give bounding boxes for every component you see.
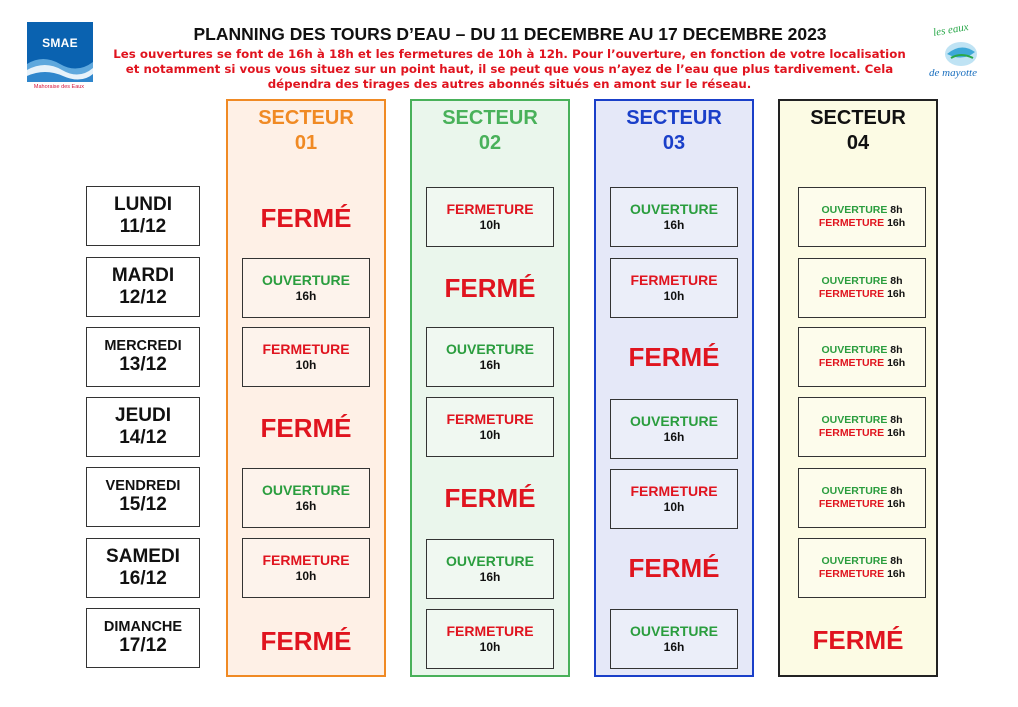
closing-label: FERMETURE	[262, 340, 350, 357]
logo-text-bottom: de mayotte	[929, 67, 977, 79]
opening-label: OUVERTURE	[821, 555, 888, 567]
closed-label: FERMÉ	[260, 625, 352, 656]
closing-label: FERMETURE	[818, 288, 885, 300]
closing-cell	[426, 609, 554, 669]
opening-label: OUVERTURE	[630, 622, 718, 639]
open-close-cell	[798, 468, 926, 528]
closing-line	[819, 427, 905, 440]
closing-cell	[426, 187, 554, 247]
time-label: 16h	[663, 640, 685, 655]
sector-label: SECTEUR	[442, 107, 538, 129]
day-date: 14/12	[119, 427, 167, 448]
opening-cell	[426, 327, 554, 387]
closed-label: FERMÉ	[628, 341, 720, 372]
opening-cell	[242, 468, 370, 528]
opening-label: OUVERTURE	[821, 414, 888, 426]
time-label: 16h	[295, 499, 317, 514]
sector-heading	[780, 106, 936, 156]
open-close-cell	[798, 327, 926, 387]
closing-label: FERMETURE	[630, 271, 718, 288]
water-drop-icon	[941, 36, 981, 68]
time-label: 16h	[887, 498, 906, 510]
time-label: 16h	[887, 217, 906, 229]
time-label: 10h	[479, 428, 501, 443]
sector-04-column	[778, 99, 938, 677]
opening-line	[821, 344, 902, 357]
time-label: 16h	[663, 430, 685, 445]
opening-label: OUVERTURE	[821, 275, 888, 287]
day-date: 17/12	[119, 635, 167, 657]
time-label: 8h	[890, 485, 903, 497]
closing-label: FERMETURE	[446, 200, 534, 217]
opening-label: OUVERTURE	[630, 412, 718, 429]
logo-text-top: les eaux	[932, 20, 970, 40]
wave-icon	[27, 52, 93, 82]
closing-cell	[426, 397, 554, 457]
day-name: MERCREDI	[104, 337, 182, 354]
time-label: 16h	[295, 289, 317, 304]
opening-label: OUVERTURE	[821, 344, 888, 356]
eaux-de-mayotte-logo	[925, 22, 995, 86]
day-date: 16/12	[119, 568, 167, 589]
sector-label: SECTEUR	[626, 107, 722, 129]
sector-03-column	[594, 99, 754, 677]
day-tuesday	[86, 257, 200, 317]
closing-cell	[242, 538, 370, 598]
closed-label: FERMÉ	[260, 202, 352, 233]
opening-label: OUVERTURE	[446, 340, 534, 357]
opening-cell	[426, 539, 554, 599]
closing-line	[819, 357, 905, 370]
closing-label: FERMETURE	[630, 482, 718, 499]
day-wednesday	[86, 327, 200, 387]
closing-label: FERMETURE	[262, 551, 350, 568]
closing-label: FERMETURE	[446, 410, 534, 427]
sector-number: 01	[294, 132, 318, 154]
day-name: MARDI	[111, 265, 175, 287]
closed-label: FERMÉ	[260, 412, 352, 443]
opening-label: OUVERTURE	[262, 271, 350, 288]
opening-label: OUVERTURE	[630, 200, 718, 217]
opening-line	[821, 555, 902, 568]
time-label: 10h	[479, 218, 501, 233]
closing-cell	[242, 327, 370, 387]
opening-line	[821, 485, 902, 498]
sector-number: 04	[846, 132, 870, 154]
open-close-cell	[798, 397, 926, 457]
sector-02-column	[410, 99, 570, 677]
smae-logo	[27, 22, 93, 82]
day-monday	[86, 186, 200, 246]
time-label: 10h	[663, 500, 685, 515]
sector-number: 02	[478, 132, 502, 154]
day-date: 13/12	[119, 354, 167, 376]
time-label: 16h	[887, 357, 906, 369]
opening-label: OUVERTURE	[821, 485, 888, 497]
day-name: SAMEDI	[106, 546, 180, 568]
sector-number: 03	[662, 132, 686, 154]
smae-logo-text: SMAE	[42, 36, 78, 50]
closed-label: FERMÉ	[812, 624, 904, 655]
opening-cell	[610, 187, 738, 247]
opening-label: OUVERTURE	[262, 481, 350, 498]
day-thursday	[86, 397, 200, 457]
day-date: 12/12	[119, 287, 167, 308]
day-saturday	[86, 538, 200, 598]
sector-heading	[412, 106, 568, 156]
closing-line	[819, 217, 905, 230]
closing-label: FERMETURE	[818, 217, 885, 229]
day-name: JEUDI	[115, 405, 171, 427]
time-label: 16h	[887, 288, 906, 300]
opening-label: OUVERTURE	[446, 552, 534, 569]
opening-line	[821, 204, 902, 217]
time-label: 16h	[887, 427, 906, 439]
time-label: 16h	[663, 218, 685, 233]
closing-label: FERMETURE	[818, 427, 885, 439]
day-date: 15/12	[119, 494, 167, 516]
closed-label: FERMÉ	[628, 552, 720, 583]
open-close-cell	[798, 258, 926, 318]
sector-heading	[596, 106, 752, 156]
closed-label: FERMÉ	[444, 272, 536, 303]
sector-label: SECTEUR	[810, 107, 906, 129]
closed-label: FERMÉ	[444, 482, 536, 513]
time-label: 8h	[890, 555, 903, 567]
opening-line	[821, 414, 902, 427]
day-sunday	[86, 608, 200, 668]
closing-label: FERMETURE	[446, 622, 534, 639]
opening-cell	[242, 258, 370, 318]
time-label: 16h	[479, 570, 501, 585]
day-name: LUNDI	[113, 194, 173, 216]
day-friday	[86, 467, 200, 527]
time-label: 10h	[295, 358, 317, 373]
page-title: PLANNING DES TOURS D’EAU – DU 11 DECEMBRE AU 17 DECEMBRE 2023	[193, 24, 827, 44]
opening-label: OUVERTURE	[821, 204, 888, 216]
day-name: DIMANCHE	[103, 618, 183, 635]
opening-cell	[610, 399, 738, 459]
time-label: 10h	[479, 640, 501, 655]
closing-cell	[610, 258, 738, 318]
time-label: 10h	[663, 289, 685, 304]
page-subtitle: Les ouvertures se font de 16h à 18h et les fermetures de 10h à 12h. Pour l’ouverture, en fonction de votre localisation et notamment si vous vous situez sur un point haut, il se peut que vous n’ayez de l’eau que plus tardivement. Cela dépendra des tirages des autres abonnés situés en amont sur le réseau.	[113, 47, 906, 91]
closing-label: FERMETURE	[818, 498, 885, 510]
time-label: 8h	[890, 204, 903, 216]
time-label: 16h	[479, 358, 501, 373]
sector-01-column	[226, 99, 386, 677]
opening-cell	[610, 609, 738, 669]
time-label: 10h	[295, 569, 317, 584]
day-name: VENDREDI	[105, 477, 181, 494]
open-close-cell	[798, 538, 926, 598]
closing-cell	[610, 469, 738, 529]
time-label: 8h	[890, 344, 903, 356]
open-close-cell	[798, 187, 926, 247]
day-date: 11/12	[119, 216, 167, 237]
sector-heading	[228, 106, 384, 156]
closing-label: FERMETURE	[818, 357, 885, 369]
opening-line	[821, 275, 902, 288]
closing-line	[819, 568, 905, 581]
closing-label: FERMETURE	[818, 568, 885, 580]
time-label: 8h	[890, 414, 903, 426]
closing-line	[819, 498, 905, 511]
time-label: 8h	[890, 275, 903, 287]
sector-label: SECTEUR	[258, 107, 354, 129]
smae-logo-caption: Mahoraise des Eaux	[33, 84, 85, 90]
closing-line	[819, 288, 905, 301]
time-label: 16h	[887, 568, 906, 580]
